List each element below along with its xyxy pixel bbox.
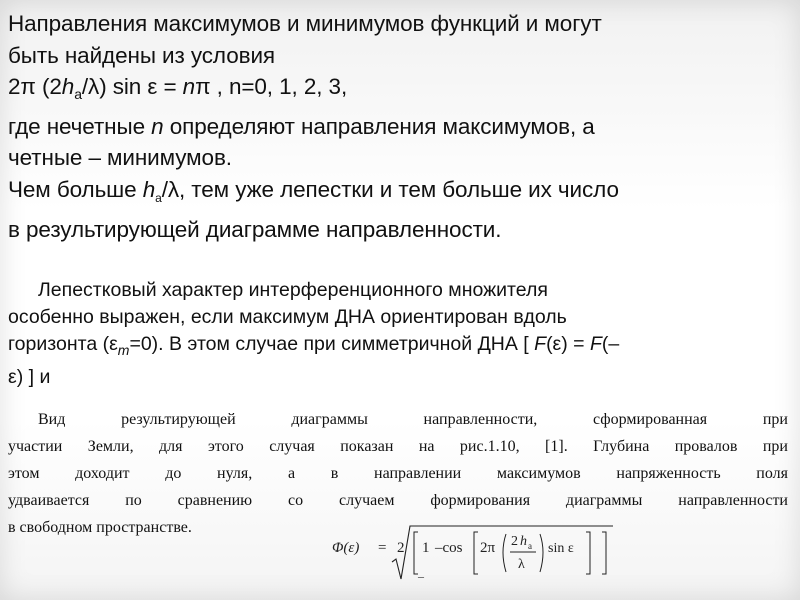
text-line: этом доходит до нуля, а в направлении максимумов напряженность поля [8, 465, 788, 482]
text-line [8, 111, 792, 143]
formula-minus-cos: –cos [435, 540, 463, 556]
formula-under-mark: – [418, 569, 424, 582]
inner-left-bracket [474, 532, 478, 574]
equation-line [8, 71, 792, 111]
formula-two: 2 [397, 540, 405, 556]
equation-part: 2π (2 [8, 74, 62, 99]
equation-subscript: a [74, 86, 82, 102]
text-part: (– [601, 333, 620, 355]
text-line: в результирующей диаграмме направленности. [8, 217, 502, 242]
variable-n: n [151, 113, 164, 139]
fraction-denominator: λ [518, 557, 525, 572]
text-part: /λ, тем уже лепестки и тем больше их число [161, 176, 619, 202]
fraction-numerator-h: h [520, 534, 527, 549]
middle-text-block [8, 277, 788, 391]
variable-h: h [142, 176, 156, 202]
variable-F: F [589, 333, 602, 355]
variable-F: F [534, 333, 547, 355]
text-line: Вид результирующей диаграммы направленности, сформированная при [38, 411, 788, 428]
equation-part: π , n=0, 1, 2, 3, [195, 74, 348, 99]
formula-two-pi: 2π [480, 540, 496, 556]
formula-lhs: Φ(ε) [332, 540, 360, 556]
text-part: =0). В этом случае при симметричной ДНА [ [129, 333, 535, 355]
left-paren [503, 534, 506, 572]
text-part: где нечетные [8, 113, 152, 139]
bottom-text-block [8, 406, 788, 541]
text-line: участии Земли, для этого случая показан на рис.1.10, [1]. Глубина провалов при [8, 438, 788, 455]
text-part: определяют направления максимумов, а [163, 113, 595, 139]
text-line: Лепестковый характер интерференционного множителя [38, 279, 548, 301]
text-line [8, 331, 788, 364]
subscript: m [117, 342, 130, 358]
text-line: быть найдены из условия [8, 42, 276, 68]
subscript: a [155, 190, 162, 205]
text-part: Чем больше [8, 176, 143, 202]
text-part: (ε) = [546, 333, 590, 355]
text-line: четные – минимумов. [8, 145, 232, 170]
left-bracket [414, 532, 418, 574]
formula-one: 1 [422, 540, 430, 556]
fraction-numerator-two: 2 [511, 534, 518, 549]
text-line: удваивается по сравнению со случаем формирования диаграммы направленности [8, 492, 788, 509]
text-part: горизонта (ε [8, 333, 118, 355]
equation-variable-n: n [182, 74, 196, 99]
formula-svg [330, 522, 615, 582]
equation-part: /λ) sin ε = [81, 74, 183, 99]
text-line [8, 174, 792, 215]
inner-right-bracket [586, 532, 590, 574]
intro-text-block [8, 8, 792, 246]
text-line: ε) ] и [8, 366, 51, 388]
formula-eq: = [378, 540, 387, 556]
text-line: Направления максимумов и минимумов функций и могут [8, 11, 602, 36]
text-line: особенно выражен, если максимум ДНА ориентирован вдоль [8, 306, 567, 328]
right-paren [540, 534, 543, 572]
formula [330, 522, 615, 582]
equation-variable-h: h [61, 74, 75, 99]
fraction-numerator-sub: a [528, 541, 532, 551]
formula-sin: sin ε [548, 541, 574, 556]
text-line: в свободном пространстве. [8, 519, 192, 536]
right-bracket [602, 532, 606, 574]
